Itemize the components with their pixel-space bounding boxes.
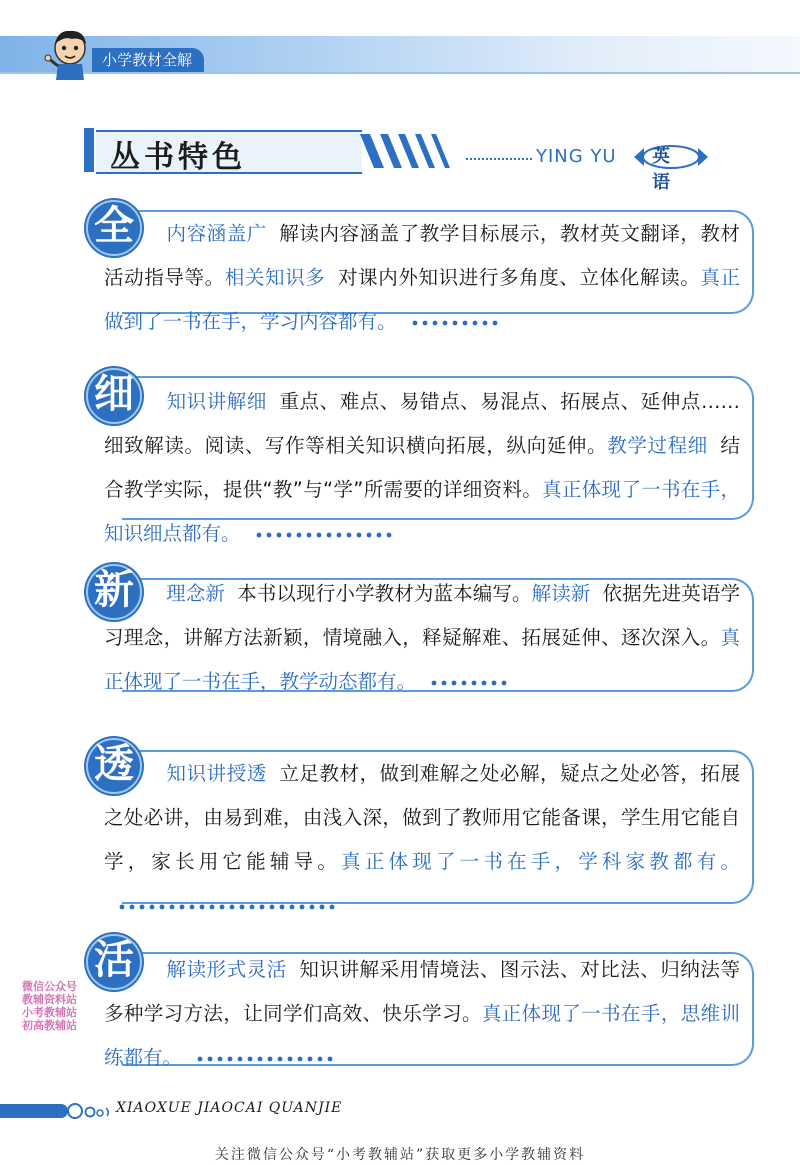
feature-highlight: 解读新	[531, 582, 591, 605]
feature-char: 透	[94, 741, 134, 787]
header-line	[0, 72, 800, 74]
dotted-line-decoration	[411, 319, 501, 327]
feature-highlight: 真正做到了一书在手，学习内容都有。	[104, 266, 740, 333]
feature-highlight: 解读形式灵活	[166, 958, 287, 981]
feature-body: 本书以现行小学教材为蓝本编写。	[237, 582, 532, 605]
feature-highlight: 真正体现了一书在手，学科家教都有。	[341, 850, 740, 873]
side-watermark-line: 教辅资料站	[22, 993, 77, 1006]
title-accent-bar	[84, 128, 94, 172]
footer-circles-decoration	[66, 1100, 114, 1122]
title-main: 丛书特色	[110, 140, 246, 175]
dotted-line-decoration	[118, 903, 338, 911]
feature-char: 新	[94, 567, 134, 613]
feature-highlight: 理念新	[166, 582, 226, 605]
side-watermark	[22, 980, 86, 1032]
feature-highlight: 真正体现了一书在手，思维训练都有。	[104, 1002, 740, 1069]
feature-text	[104, 752, 740, 928]
feature-text	[104, 380, 740, 556]
feature-body: 结合教学实际，提供“教”与“学”所需要的详细资料。	[104, 434, 740, 501]
feature-text	[104, 572, 740, 704]
footer-bar	[0, 1104, 68, 1118]
feature-highlight: 知识讲授透	[166, 762, 267, 785]
section-title	[84, 128, 670, 193]
side-watermark-line: 小考教辅站	[22, 1006, 77, 1019]
dotted-line-decoration	[196, 1055, 336, 1063]
feature-body: 知识讲解采用情境法、图示法、对比法、归纳法等多种学习方法，让同学们高效、快乐学习。	[104, 958, 740, 1025]
feature-char: 细	[94, 371, 134, 417]
subject-pill-decoration	[632, 144, 710, 170]
dotted-line-decoration	[255, 531, 395, 539]
title-stripes-decoration	[360, 132, 456, 170]
mascot-boy-icon	[44, 28, 96, 80]
dotted-line-decoration	[430, 679, 510, 687]
side-watermark-line: 微信公众号	[22, 980, 77, 993]
title-dotted-line	[466, 158, 532, 160]
feature-body: 对课内外知识进行多角度、立体化解读。	[337, 266, 701, 289]
feature-text	[104, 212, 740, 344]
title-pinyin: YING YU	[536, 146, 617, 167]
feature-highlight: 真正体现了一书在手，知识细点都有。	[104, 478, 740, 545]
feature-highlight: 知识讲解细	[166, 390, 267, 413]
feature-body: 解读内容涵盖了教学目标展示，教材英文翻译，教材活动指导等。	[104, 222, 740, 289]
header-tab: 小学教材全解	[92, 48, 204, 72]
bottom-notice: 关注微信公众号“小考教辅站”获取更多小学教辅资料	[214, 1147, 586, 1163]
footer-series-name: XIAOXUE JIAOCAI QUANJIE	[116, 1100, 343, 1116]
title-subject: 英语	[652, 146, 670, 193]
side-watermark-line: 初高教辅站	[22, 1019, 77, 1032]
feature-char: 全	[94, 203, 134, 249]
feature-highlight: 相关知识多	[224, 266, 326, 289]
feature-body: 立足教材，做到难解之处必解，疑点之处必答，拓展之处必讲，由易到难，由浅入深，做到了教师用它能备课，学生用它能自学，家长用它能辅导。	[104, 762, 740, 873]
feature-char: 活	[94, 937, 134, 983]
feature-body: 重点、难点、易错点、易混点、拓展点、延伸点……细致解读。阅读、写作等相关知识横向拓展，纵向延伸。	[104, 390, 740, 457]
feature-highlight: 教学过程细	[607, 434, 708, 457]
feature-highlight: 内容涵盖广	[166, 222, 267, 245]
feature-text	[104, 948, 740, 1080]
feature-body: 依据先进英语学习理念，讲解方法新颖，情境融入，释疑解难、拓展延伸、逐次深入。	[104, 582, 740, 649]
feature-highlight: 真正体现了一书在手，教学动态都有。	[104, 626, 740, 693]
